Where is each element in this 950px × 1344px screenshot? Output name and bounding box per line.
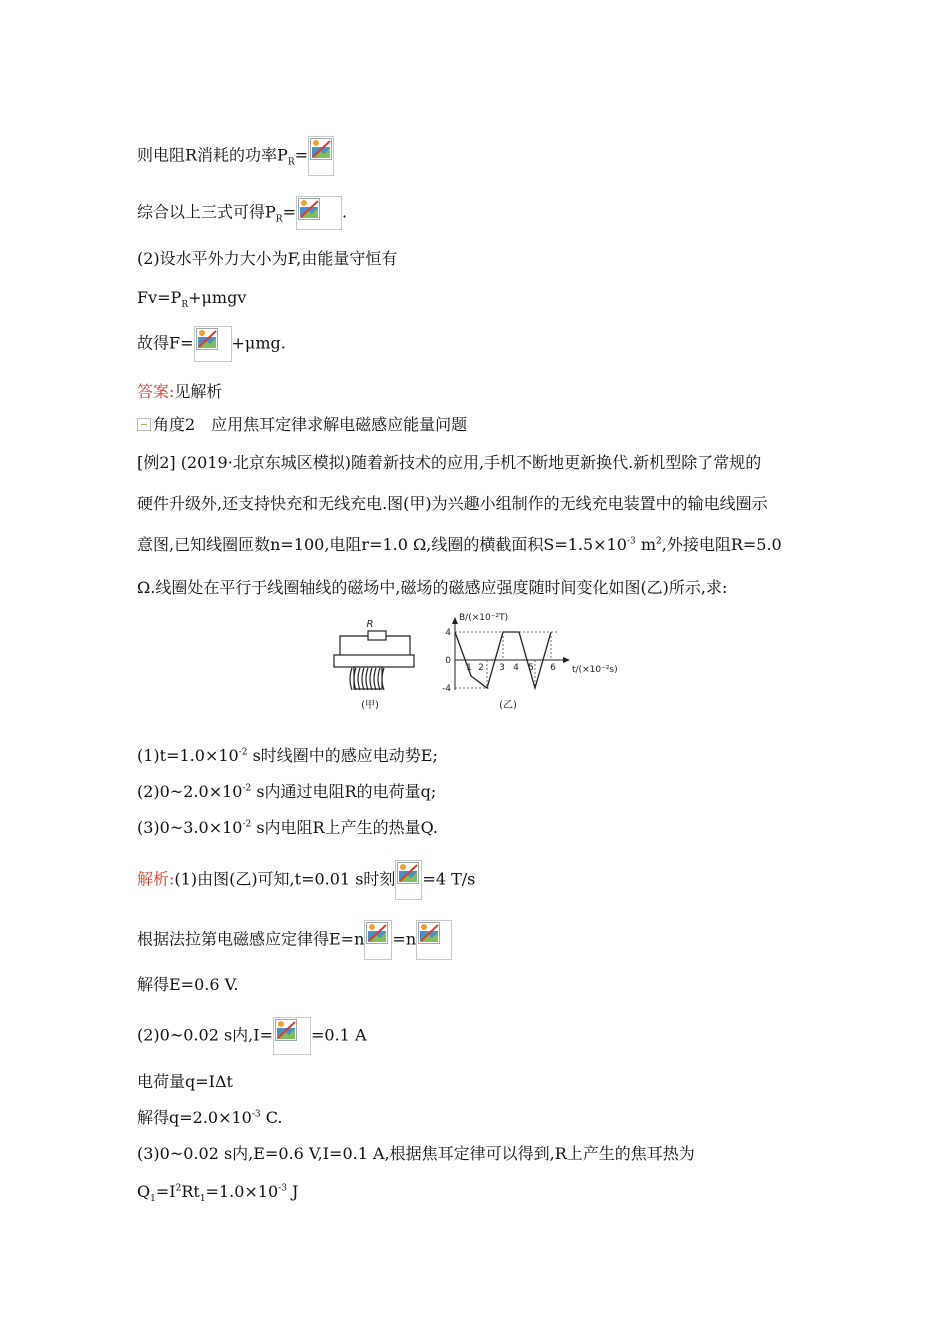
solution-line-8: $Q_1=I^2Rt_1=1.0\times 10^{-3}$ J xyxy=(137,1182,299,1205)
resistor-symbol xyxy=(368,631,386,640)
line-combine: 综合以上三式可得$P_R=$ . xyxy=(137,196,347,230)
y-tick: -4 xyxy=(442,684,451,694)
line-power-pr: 则电阻R消耗的功率$P_R=$ xyxy=(137,136,334,176)
example-line-2: 硬件升级外,还支持快充和无线充电.图(甲)为兴趣小组制作的无线充电装置中的输电线圈示 xyxy=(137,494,768,513)
answer-line: 答案:见解析 xyxy=(137,382,223,401)
x-tick: 3 xyxy=(499,663,505,673)
solution-line-5: 电荷量q=IΔt xyxy=(137,1072,233,1091)
x-axis-label: t/(×10⁻²s) xyxy=(572,665,618,675)
x-tick: 1 xyxy=(466,663,472,673)
solution-line-2: 根据法拉第电磁感应定律得E=n =n xyxy=(137,920,452,960)
x-tick: 5 xyxy=(528,663,534,673)
question-1: $(1)t=1.0\times 10^{-2}$ s时线圈中的感应电动势E; xyxy=(137,746,438,765)
resistor-label: R xyxy=(366,619,374,630)
x-tick: 4 xyxy=(513,663,519,673)
example-line-3: 意图,已知线圈匝数n=100,电阻r=1.0 Ω,线圈的横截面积$S=1.5\times 10^{-3}$ $m^2$,外接电阻R=5.0 xyxy=(137,535,782,554)
y-tick: 0 xyxy=(445,656,451,666)
line-part2: (2)设水平外力大小为F,由能量守恒有 xyxy=(137,249,398,268)
solution-line-7: (3)0~0.02 s内,E=0.6 V,I=0.1 A,根据焦耳定律可以得到,R上产生的焦耳热为 xyxy=(137,1144,695,1163)
solution-line-1: 解析:(1)由图(乙)可知,t=0.01 s时刻 =4 T/s xyxy=(137,860,475,900)
question-2: $(2)0\sim 2.0\times 10^{-2}$ s内通过电阻R的电荷量q; xyxy=(137,782,437,801)
figure-yi-label: (乙) xyxy=(499,700,517,711)
x-tick: 6 xyxy=(550,663,556,673)
b-t-graph xyxy=(442,613,618,694)
question-3: $(3)0\sim 3.0\times 10^{-2}$ s内电阻R上产生的热量Q. xyxy=(137,818,439,837)
example-line-4: Ω.线圈处在平行于线圈轴线的磁场中,磁场的磁感应强度随时间变化如图(乙)所示,求: xyxy=(137,578,728,597)
example-line-1: [例2] (2019·北京东城区模拟)随着新技术的应用,手机不断地更新换代.新机型除了常规的 xyxy=(137,453,762,472)
coil-diagram xyxy=(334,631,414,690)
y-axis-label: B/(×10⁻²T) xyxy=(459,613,509,623)
formula-image xyxy=(194,326,232,362)
formula-image xyxy=(296,196,342,230)
anchor-icon xyxy=(137,418,151,431)
formula-image xyxy=(364,920,392,960)
y-tick: 4 xyxy=(445,628,451,638)
formula-image xyxy=(416,920,452,960)
x-tick: 2 xyxy=(478,663,484,673)
formula-image xyxy=(273,1017,311,1055)
line-force: 故得F= +μmg. xyxy=(137,326,286,362)
section-heading: 角度2 应用焦耳定律求解电磁感应能量问题 xyxy=(137,414,467,436)
figure-jia-label: (甲) xyxy=(361,700,379,711)
solution-line-6: 解得$q=2.0\times 10^{-3}$ C. xyxy=(137,1108,283,1127)
solution-label: 解析: xyxy=(137,869,175,889)
formula-image xyxy=(308,136,334,176)
answer-label: 答案: xyxy=(137,382,175,401)
solution-line-3: 解得E=0.6 V. xyxy=(137,975,239,994)
line-energy-eq: $Fv=P_R+\mu mgv$ xyxy=(137,288,247,311)
figure-coil-and-graph xyxy=(330,610,630,715)
solution-line-4: (2)0~0.02 s内,I= =0.1 A xyxy=(137,1017,367,1055)
formula-image xyxy=(395,860,422,900)
